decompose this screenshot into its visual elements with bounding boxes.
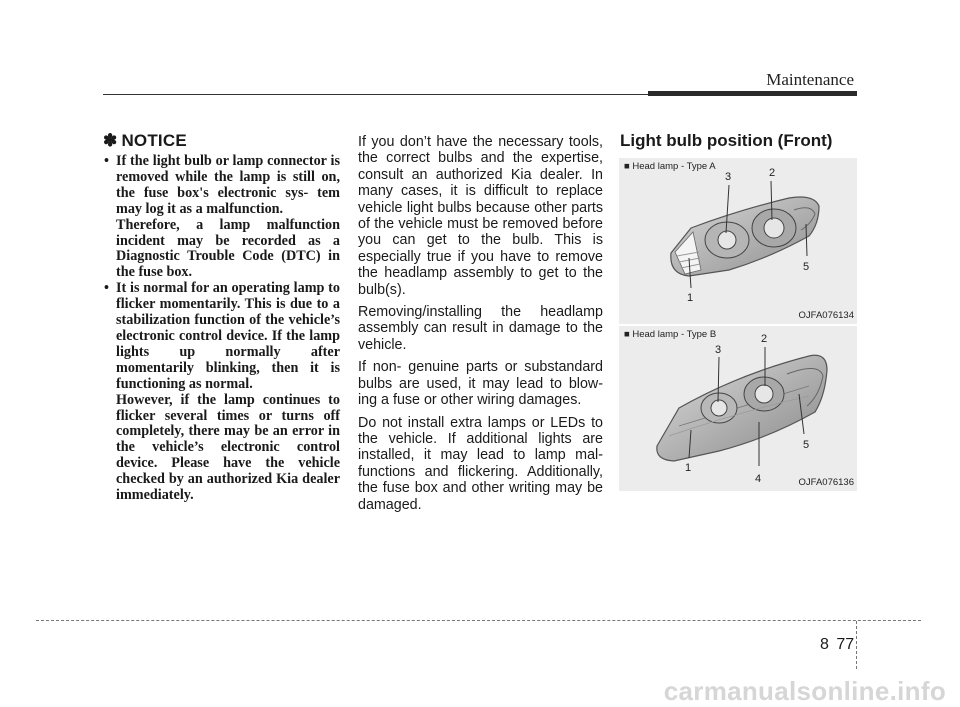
figure-caption: ■ Head lamp - Type A <box>624 161 716 172</box>
notice-item-continuation: However, if the lamp continues to flicker several times or turns off completely, there may be an error in the vehicle’s electronic control device. Please have the vehicle checked by an authorized Kia dealer immediately. <box>116 391 340 504</box>
body-paragraph: If you don’t have the necessary tools, the correct bulbs and the expertise, consult an authorized Kia dealer. In many cases, it is difficult to replace vehicle light bulbs because other parts of the vehicle must be removed before you can get to the bulb. This is especially true if you have to remove the headlamp assembly to get to the bulb(s). <box>358 134 603 298</box>
callout-label: 3 <box>715 344 722 356</box>
footer-divider <box>856 621 857 669</box>
callout-label: 5 <box>803 439 810 451</box>
headlamp-type-b-illustration <box>619 326 857 491</box>
body-paragraph: Removing/installing the headlamp assembly can result in damage to the vehicle. <box>358 304 603 353</box>
footer-rule <box>36 620 921 621</box>
headlamp-type-a-illustration <box>619 158 857 324</box>
notice-list <box>103 154 340 504</box>
notice-item <box>103 281 340 504</box>
callout-label: 2 <box>769 167 776 179</box>
notice-item-text: It is normal for an operating lamp to flicker momentarily. This is due to a stabilization function of the vehicle’s electronic control device. If the lamp lights up normally after momentarily blinking, then it is functioning as normal. <box>116 280 340 392</box>
page-number-value: 77 <box>836 636 855 653</box>
notice-item-continuation: Therefore, a lamp malfunction incident may be recorded as a Diagnostic Trouble Code (DTC) in the fuse box. <box>116 216 340 281</box>
headlamp-type-a-figure <box>619 158 857 324</box>
notice-heading-text: NOTICE <box>121 131 187 150</box>
notice-heading <box>103 131 187 151</box>
chapter-number: 8 <box>820 636 829 653</box>
body-paragraph: Do not install extra lamps or LEDs to the vehicle. If additional lights are installed, it may lead to lamp mal- functions and flickering. Additionally, the fuse box and other writing may be damaged. <box>358 414 603 513</box>
headlamp-type-b-figure <box>619 326 857 491</box>
section-header: Maintenance <box>766 70 854 89</box>
section-title: Light bulb position (Front) <box>620 131 833 150</box>
notice-item <box>103 154 340 281</box>
callout-label: 2 <box>761 333 768 345</box>
callout-label: 3 <box>725 171 732 183</box>
figure-caption: ■ Head lamp - Type B <box>624 329 717 340</box>
notice-star-icon: ✽ <box>103 131 118 150</box>
watermark: carmanualsonline.info <box>663 676 946 706</box>
callout-label: 4 <box>755 473 762 485</box>
callout-label: 5 <box>803 261 810 273</box>
body-paragraph: If non- genuine parts or substandard bulbs are used, it may lead to blow- ing a fuse or other wiring damages. <box>358 359 603 409</box>
callout-label: 1 <box>687 292 694 304</box>
header-rule <box>103 94 648 95</box>
page-number <box>820 636 854 654</box>
figure-code: OJFA076136 <box>798 477 854 488</box>
notice-item-text: If the light bulb or lamp connector is removed while the lamp is still on, the fuse box's electronic sys- tem may log it as a malfunction. <box>116 153 340 217</box>
figure-code: OJFA076134 <box>798 310 854 321</box>
header-bar <box>648 91 857 96</box>
callout-label: 1 <box>685 462 692 474</box>
body-text <box>358 134 603 519</box>
